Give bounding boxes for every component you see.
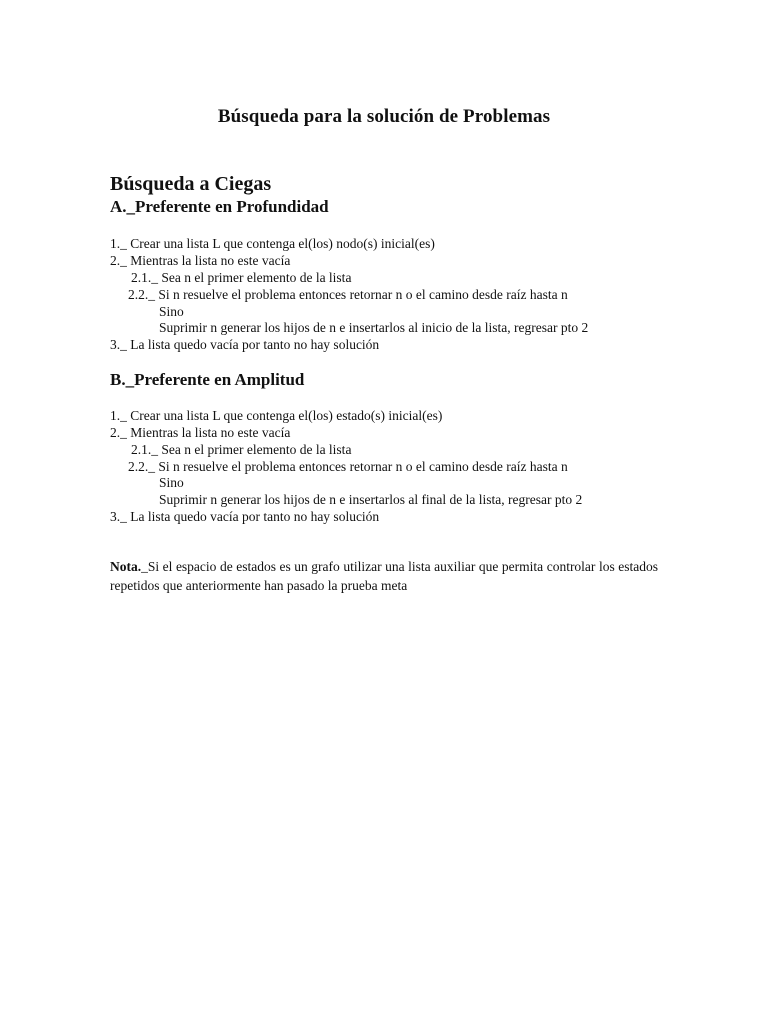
list-item: 2.2._ Si n resuelve el problema entonces retornar n o el camino desde raíz hasta n <box>128 287 568 302</box>
document-title: Búsqueda para la solución de Problemas <box>217 106 551 127</box>
subsection-a-heading: A._Preferente en Profundidad <box>110 197 329 216</box>
list-item: Suprimir n generar los hijos de n e insertarlos al final de la lista, regresar pto 2 <box>159 492 583 507</box>
list-item: 2._ Mientras la lista no este vacía <box>110 425 291 440</box>
list-item: 1._ Crear una lista L que contenga el(los) nodo(s) inicial(es) <box>110 236 435 251</box>
note-text: _Si el espacio de estados es un grafo utilizar una lista auxiliar que permita controlar los estados repetidos que anteriormente han pasado la prueba meta <box>110 559 658 593</box>
list-item: Sino <box>159 304 184 319</box>
list-item: 1._ Crear una lista L que contenga el(los) estado(s) inicial(es) <box>110 408 443 423</box>
note-label: Nota. <box>110 559 142 574</box>
list-item: 3._ La lista quedo vacía por tanto no hay solución <box>110 337 380 352</box>
section-heading: Búsqueda a Ciegas <box>110 173 272 195</box>
list-item: 3._ La lista quedo vacía por tanto no hay solución <box>110 509 380 524</box>
list-item: 2.1._ Sea n el primer elemento de la lista <box>131 442 352 457</box>
list-item: Sino <box>159 475 184 490</box>
list-item: 2.1._ Sea n el primer elemento de la lista <box>131 270 352 285</box>
subsection-b-heading: B._Preferente en Amplitud <box>110 370 305 389</box>
list-item: 2._ Mientras la lista no este vacía <box>110 253 291 268</box>
list-item: Suprimir n generar los hijos de n e insertarlos al inicio de la lista, regresar pto 2 <box>159 320 589 335</box>
list-item: 2.2._ Si n resuelve el problema entonces retornar n o el camino desde raíz hasta n <box>128 459 568 474</box>
note-paragraph <box>110 557 658 595</box>
